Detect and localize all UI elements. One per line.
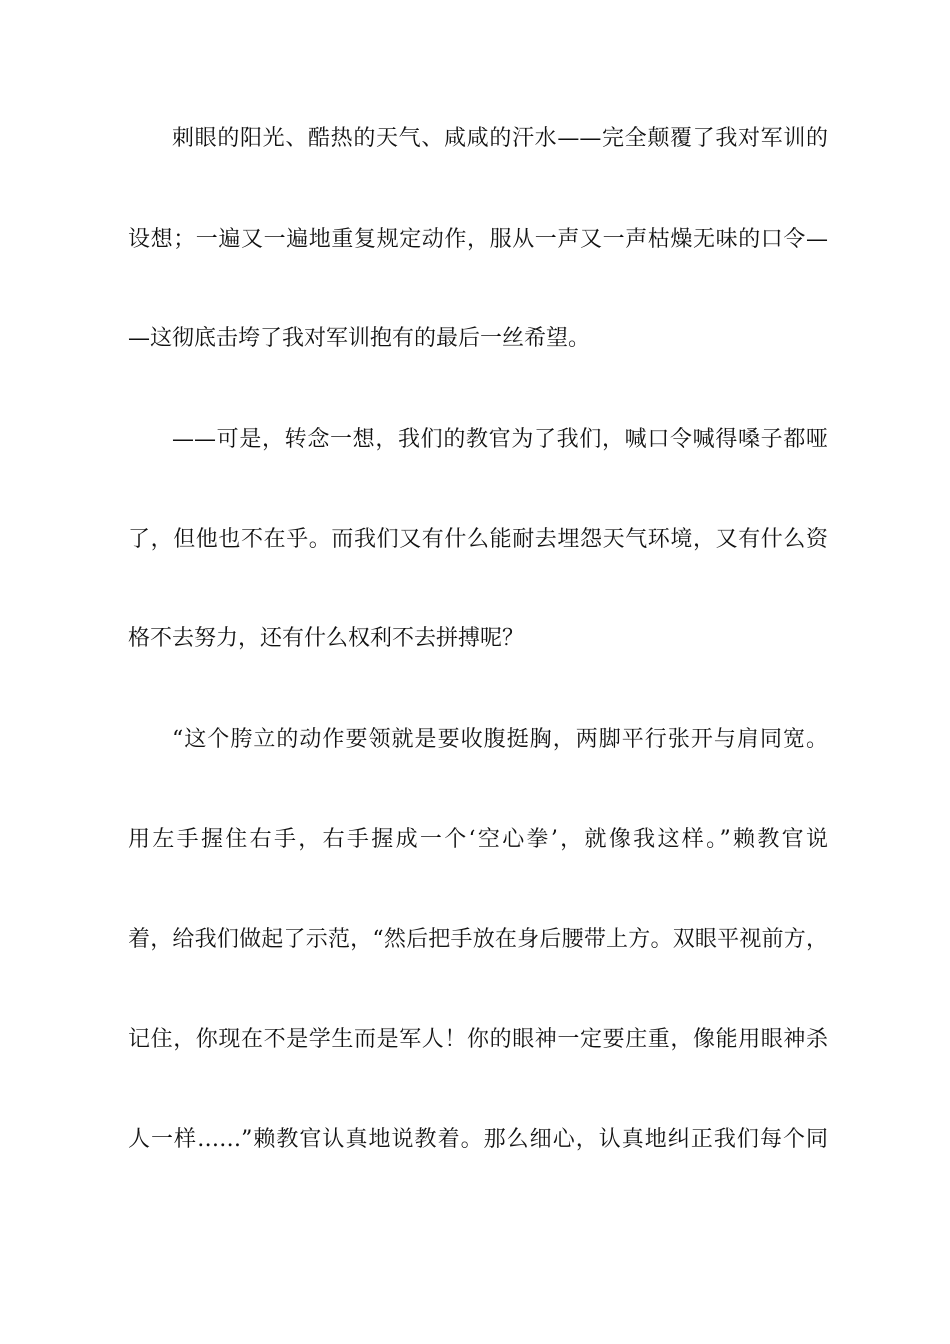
paragraph-3-line-5: 人一样……”赖教官认真地说教着。那么细心，认真地纠正我们每个同	[128, 1127, 828, 1152]
paragraph-2-line-3: 格不去努力，还有什么权利不去拼搏呢？	[128, 626, 525, 651]
paragraph-1-line-1: 刺眼的阳光、酷热的天气、咸咸的汗水——完全颠覆了我对军训的	[172, 126, 828, 151]
paragraph-3-line-4: 记住，你现在不是学生而是军人！你的眼神一定要庄重，像能用眼神杀	[128, 1027, 828, 1052]
paragraph-2-line-1: ——可是，转念一想，我们的教官为了我们，喊口令喊得嗓子都哑	[172, 427, 828, 452]
paragraph-3-line-2: 用左手握住右手，右手握成一个‘空心拳’，就像我这样。”赖教官说	[128, 827, 828, 852]
paragraph-2-line-2: 了，但他也不在乎。而我们又有什么能耐去埋怨天气环境，又有什么资	[128, 527, 828, 552]
paragraph-1-line-3: —这彻底击垮了我对军训抱有的最后一丝希望。	[128, 326, 591, 351]
paragraph-1-line-2: 设想；一遍又一遍地重复规定动作，服从一声又一声枯燥无味的口令—	[128, 227, 828, 252]
paragraph-3-line-1: “这个胯立的动作要领就是要收腹挺胸，两脚平行张开与肩同宽。	[172, 727, 828, 752]
paragraph-3-line-3: 着，给我们做起了示范，“然后把手放在身后腰带上方。双眼平视前方，	[128, 927, 828, 952]
